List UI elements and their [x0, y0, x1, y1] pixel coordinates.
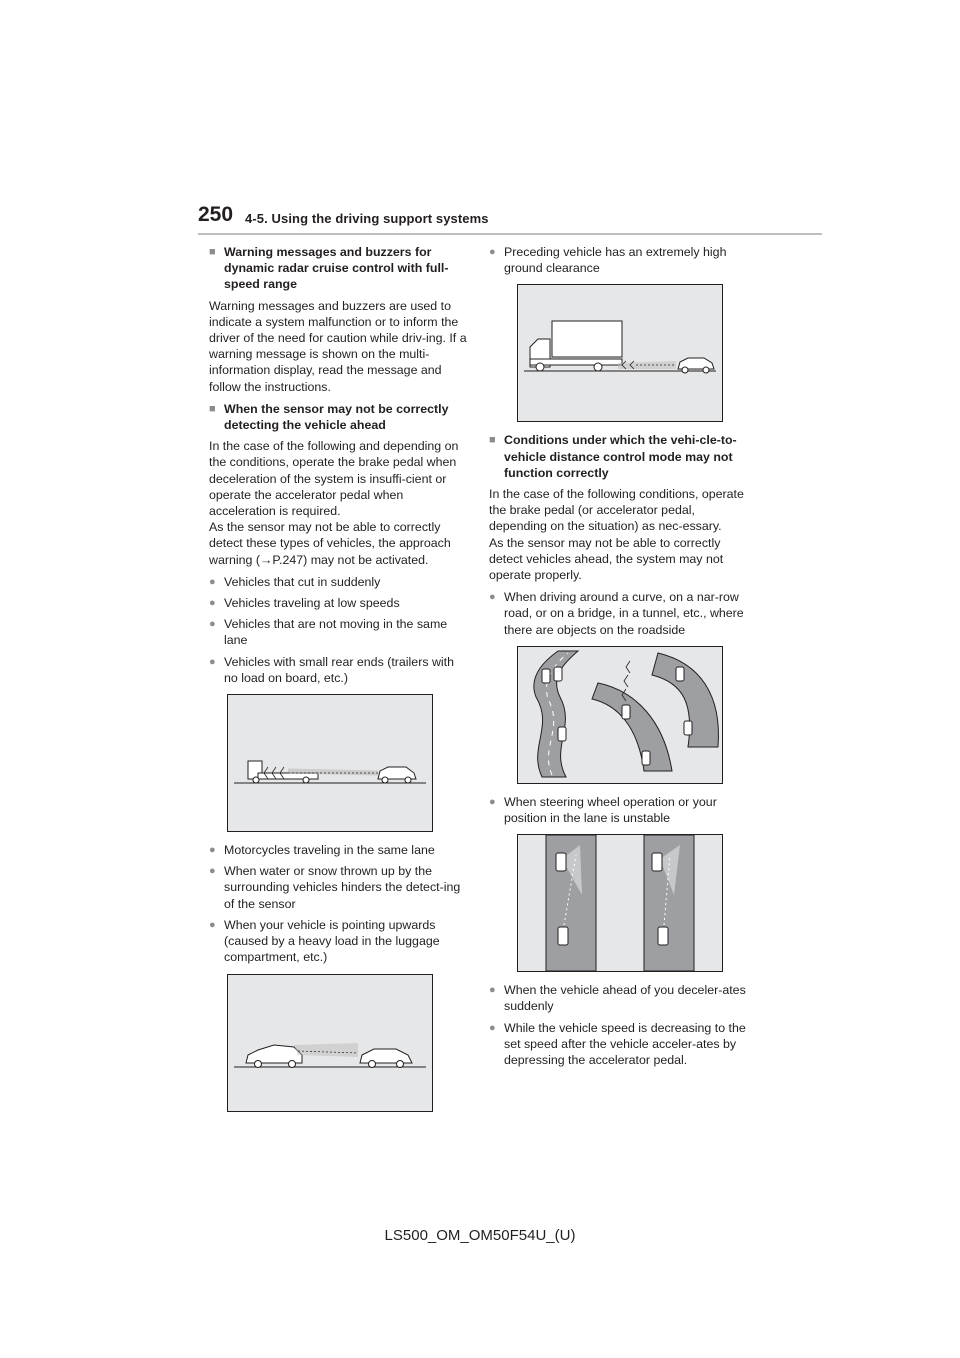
- square-bullet-icon: ■: [209, 402, 216, 415]
- heading-warning-messages: ■ Warning messages and buzzers for dynamic radar cruise control with full-speed range: [209, 245, 449, 292]
- list-item: ● Preceding vehicle has an extremely high ground clearance: [489, 245, 727, 276]
- list-item: ● Vehicles with small rear ends (trailers with no load on board, etc.): [209, 654, 454, 685]
- circle-bullet-icon: ●: [489, 591, 496, 604]
- heading-distance-control: ■ Conditions under which the vehi-cle-to-vehicle distance control mode may not function correctly: [489, 433, 737, 480]
- circle-bullet-icon: ●: [489, 984, 496, 997]
- right-column: [489, 244, 747, 1073]
- curved-roads-illustration: [518, 647, 722, 783]
- list-item: ● Vehicles that are not moving in the same lane: [209, 617, 448, 648]
- truck-illustration: [518, 285, 722, 421]
- square-bullet-icon: ■: [489, 434, 496, 447]
- circle-bullet-icon: ●: [489, 1021, 496, 1034]
- circle-bullet-icon: ●: [209, 575, 216, 588]
- circle-bullet-icon: ●: [209, 865, 216, 878]
- list-item: ● Motorcycles traveling in the same lane: [209, 843, 435, 858]
- document-code: LS500_OM_OM50F54U_(U): [384, 1227, 576, 1244]
- left-column: [209, 244, 467, 1122]
- heading-sensor-detection: ■ When the sensor may not be correctly detecting the vehicle ahead: [209, 401, 449, 433]
- list-item: ● When your vehicle is pointing upwards (caused by a heavy load in the luggage compartment, etc.): [209, 917, 440, 965]
- circle-bullet-icon: ●: [209, 918, 216, 931]
- circle-bullet-icon: ●: [489, 795, 496, 808]
- figure-curves: [517, 646, 723, 784]
- trailer-illustration: [228, 695, 432, 831]
- square-bullet-icon: ■: [209, 246, 216, 258]
- pointing-up-illustration: [228, 975, 432, 1111]
- header-rule: [198, 233, 822, 235]
- circle-bullet-icon: ●: [209, 655, 216, 668]
- paragraph-warning: Warning messages and buzzers are used to indicate a system malfunction or to inform the driver of the need for caution while driv-ing. If a warning message is shown on the multi-information display, read the message and follow the instructions.: [209, 298, 467, 394]
- list-item: ● Vehicles that cut in suddenly: [209, 574, 381, 589]
- section-title: 4-5. Using the driving support systems: [245, 211, 489, 226]
- circle-bullet-icon: ●: [489, 246, 496, 258]
- list-item: ● When driving around a curve, on a nar-row road, or on a bridge, in a tunnel, etc., where there are objects on the roadside: [489, 590, 744, 637]
- figure-trailer-small-rear: [227, 694, 433, 832]
- circle-bullet-icon: ●: [209, 844, 216, 857]
- paragraph-sensor-b: As the sensor may not be able to correctly detect these types of vehicles, the approach warning (→P.247) may not be activated.: [209, 520, 451, 567]
- paragraph-distance-a: In the case of the following conditions, operate the brake pedal (or accelerator pedal, depending on the situation) as nec-essary.: [489, 487, 744, 534]
- list-item: ● When water or snow thrown up by the surrounding vehicles hinders the detect-ing of the sensor: [209, 864, 461, 911]
- list-item: ● When the vehicle ahead of you deceler-ates suddenly: [489, 983, 746, 1014]
- figure-vehicle-pointing-up: [227, 974, 433, 1112]
- figure-high-ground-clearance: [517, 284, 723, 422]
- list-item: ● When steering wheel operation or your position in the lane is unstable: [489, 794, 717, 826]
- paragraph-distance-b: As the sensor may not be able to correctly detect vehicles ahead, the system may not operate properly.: [489, 535, 724, 583]
- circle-bullet-icon: ●: [209, 618, 216, 631]
- list-item: ● While the vehicle speed is decreasing to the set speed after the vehicle acceler-ates by depressing the accelerator pedal.: [489, 1020, 746, 1068]
- list-item: ● Vehicles traveling at low speeds: [209, 596, 400, 611]
- paragraph-sensor-a: In the case of the following and depending on the conditions, operate the brake pedal when deceleration of the system is insuffi-cient or operate the accelerator pedal when acceleration is required.: [209, 439, 459, 519]
- page-number: 250: [198, 203, 234, 226]
- lanes-illustration: [518, 835, 722, 971]
- figure-unstable-lane: [517, 834, 723, 972]
- circle-bullet-icon: ●: [209, 597, 216, 610]
